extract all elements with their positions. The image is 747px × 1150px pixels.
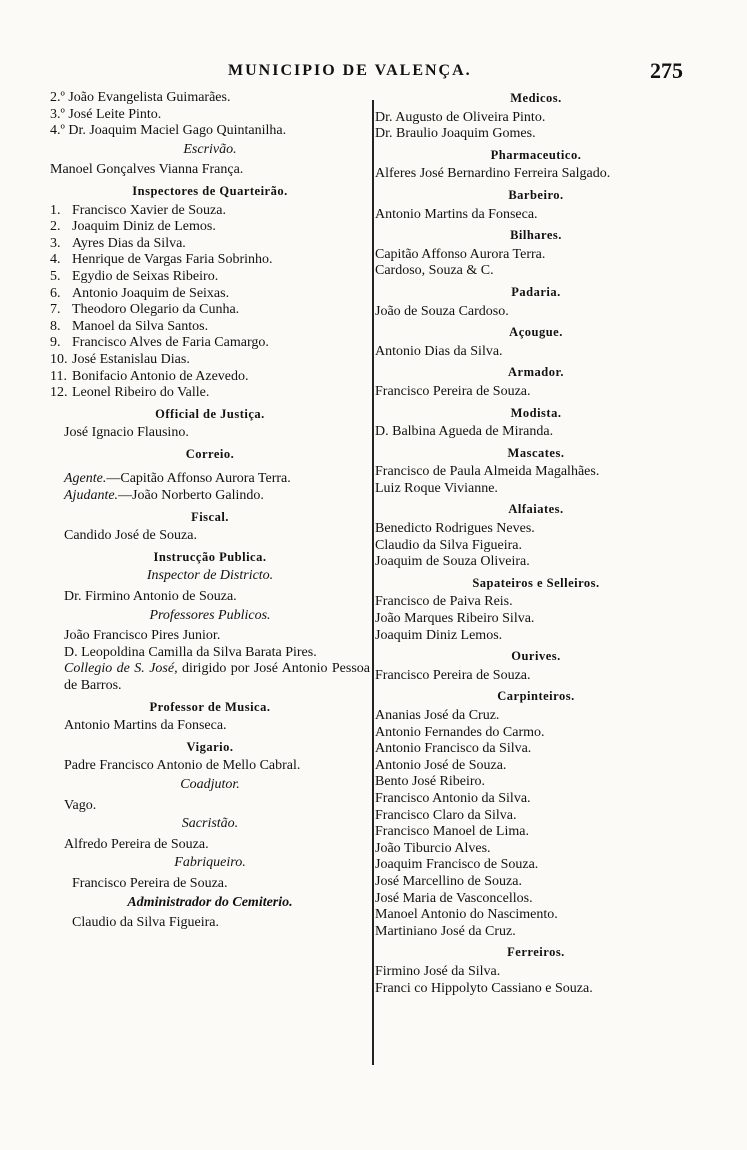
list-item: Capitão Affonso Aurora Terra.	[375, 246, 546, 262]
list-item: Martiniano José da Cruz.	[375, 923, 516, 939]
list-item: Franci co Hippolyto Cassiano e Souza.	[375, 980, 593, 996]
inspector-districto-name: Dr. Firmino Antonio de Souza.	[64, 589, 237, 605]
collegio-entry: Collegio de S. José, dirigido por José Antonio Pessoa de Barros.	[64, 661, 370, 693]
section-heading-ferreiros: Ferreiros.	[507, 945, 565, 960]
list-item: Joaquim Francisco de Souza.	[375, 857, 539, 873]
list-item: Francisco Manoel de Lima.	[375, 824, 529, 840]
list-item: Joaquim de Souza Oliveira.	[375, 554, 530, 570]
list-item: Francisco Claro da Silva.	[375, 807, 517, 823]
section-heading-sapateiros: Sapateiros e Selleiros.	[472, 575, 600, 590]
coadjutor-name: Vago.	[64, 797, 97, 813]
list-item: Francisco de Paiva Reis.	[375, 594, 513, 610]
list-item: Francisco de Paula Almeida Magalhães.	[375, 464, 600, 480]
list-item: Dr. Augusto de Oliveira Pinto.	[375, 109, 546, 125]
list-item: 3. Ayres Dias da Silva.	[50, 235, 186, 251]
list-item: 5. Egydio de Seixas Ribeiro.	[50, 268, 219, 284]
list-item: João Marques Ribeiro Silva.	[375, 611, 535, 627]
list-item: Antonio Fernandes do Carmo.	[375, 724, 545, 740]
section-heading-alfaiates: Alfaiates.	[508, 502, 564, 517]
list-item: João de Souza Cardoso.	[375, 303, 509, 319]
list-item: Antonio Francisco da Silva.	[375, 741, 532, 757]
section-heading-armador: Armador.	[508, 365, 564, 380]
list-item: José Maria de Vasconcellos.	[375, 890, 533, 906]
list-item: José Marcellino de Souza.	[375, 873, 522, 889]
list-item: Antonio Martins da Fonseca.	[375, 206, 538, 222]
fabriqueiro-name: Francisco Pereira de Souza.	[72, 875, 228, 891]
correio-agente: Agente.—Capitão Affonso Aurora Terra.	[64, 471, 291, 487]
page-header	[0, 58, 747, 86]
list-item: 2. Joaquim Diniz de Lemos.	[50, 219, 216, 235]
section-heading-modista: Modista.	[510, 405, 562, 420]
section-heading-vigario: Vigario.	[186, 739, 234, 754]
list-item: Cardoso, Souza & C.	[375, 263, 494, 279]
list-item: 11. Bonifacio Antonio de Azevedo.	[50, 368, 249, 384]
list-item: Benedicto Rodrigues Neves.	[375, 521, 535, 537]
section-heading-escrivao: Escrivão.	[183, 141, 237, 157]
section-heading-coadjutor: Coadjutor.	[180, 776, 240, 792]
list-item: Antonio Dias da Silva.	[375, 343, 503, 359]
section-heading-inspectores: Inspectores de Quarteirão.	[132, 183, 288, 198]
section-heading-ourives: Ourives.	[511, 649, 561, 664]
list-item: Francisco Pereira de Souza.	[375, 383, 531, 399]
section-heading-bilhares: Bilhares.	[510, 228, 562, 243]
list-item: Alferes José Bernardino Ferreira Salgado.	[375, 166, 611, 182]
section-heading-mascates: Mascates.	[507, 445, 565, 460]
list-item: 8. Manoel da Silva Santos.	[50, 318, 209, 334]
cemiterio-name: Claudio da Silva Figueira.	[72, 915, 219, 931]
section-heading-instrucao: Instrucção Publica.	[153, 549, 267, 564]
fiscal-name: Candido José de Souza.	[64, 528, 197, 544]
official-justica-name: José Ignacio Flausino.	[64, 425, 189, 441]
sacristao-name: Alfredo Pereira de Souza.	[64, 836, 209, 852]
section-heading-barbeiro: Barbeiro.	[508, 187, 564, 202]
list-item: 2.º João Evangelista Guimarães.	[50, 90, 231, 105]
column-divider	[372, 100, 374, 1065]
section-heading-carpinteiros: Carpinteiros.	[497, 689, 575, 704]
list-item: Joaquim Diniz Lemos.	[375, 627, 503, 643]
professor-name: D. Leopoldina Camilla da Silva Barata Pires.	[64, 644, 317, 660]
section-heading-official-justica: Official de Justiça.	[155, 406, 265, 421]
section-heading-acougue: Açougue.	[509, 325, 563, 340]
section-heading-pharmaceutico: Pharmaceutico.	[490, 147, 582, 162]
list-item: 4.º Dr. Joaquim Maciel Gago Quintanilha.	[50, 123, 287, 139]
list-item: Francisco Antonio da Silva.	[375, 790, 531, 806]
page-title: MUNICIPIO DE VALENÇA.	[228, 62, 472, 79]
inspectores-list	[50, 203, 370, 402]
section-heading-fabriqueiro: Fabriqueiro.	[174, 855, 246, 871]
list-item: Dr. Braulio Joaquim Gomes.	[375, 126, 536, 142]
list-item: 4. Henrique de Vargas Faria Sobrinho.	[50, 252, 273, 268]
list-item: 6. Antonio Joaquim de Seixas.	[50, 285, 230, 301]
list-item: João Tiburcio Alves.	[375, 840, 491, 856]
section-heading-padaria: Padaria.	[511, 284, 561, 299]
escrivao-name: Manoel Gonçalves Vianna França.	[50, 162, 244, 178]
section-heading-medicos: Medicos.	[510, 91, 562, 105]
right-column	[375, 90, 697, 997]
list-item: 7. Theodoro Olegario da Cunha.	[50, 302, 240, 318]
list-item: Luiz Roque Vivianne.	[375, 480, 498, 496]
list-item: Francisco Pereira de Souza.	[375, 667, 531, 683]
section-heading-cemiterio: Administrador do Cemiterio.	[127, 894, 293, 910]
section-heading-correio: Correio.	[185, 446, 235, 461]
subheading-professores: Professores Publicos.	[149, 607, 271, 623]
vigario-name: Padre Francisco Antonio de Mello Cabral.	[64, 758, 301, 774]
section-heading-fiscal: Fiscal.	[191, 509, 229, 524]
list-item: Ananias José da Cruz.	[375, 708, 500, 723]
left-column	[50, 90, 370, 932]
list-item: Antonio José de Souza.	[375, 757, 507, 773]
list-item: 10. José Estanislau Dias.	[50, 351, 190, 367]
list-item: Manoel Antonio do Nascimento.	[375, 907, 558, 923]
list-item: D. Balbina Agueda de Miranda.	[375, 424, 554, 440]
correio-ajudante: Ajudante.—João Norberto Galindo.	[64, 488, 264, 504]
subheading-inspector-districto: Inspector de Districto.	[146, 568, 274, 584]
list-item: Bento José Ribeiro.	[375, 774, 486, 790]
list-item: 3.º José Leite Pinto.	[50, 106, 162, 122]
section-heading-sacristao: Sacristão.	[181, 816, 239, 832]
professor-name: João Francisco Pires Junior.	[64, 628, 221, 644]
page-number: 275	[650, 58, 683, 83]
list-item: Firmino José da Silva.	[375, 963, 501, 979]
musica-name: Antonio Martins da Fonseca.	[64, 718, 227, 734]
list-item: 9. Francisco Alves de Faria Camargo.	[50, 335, 269, 351]
list-item: 1. Francisco Xavier de Souza.	[50, 202, 226, 218]
list-item: 12. Leonel Ribeiro do Valle.	[50, 385, 210, 401]
section-heading-musica: Professor de Musica.	[149, 699, 271, 714]
list-item: Claudio da Silva Figueira.	[375, 537, 522, 553]
